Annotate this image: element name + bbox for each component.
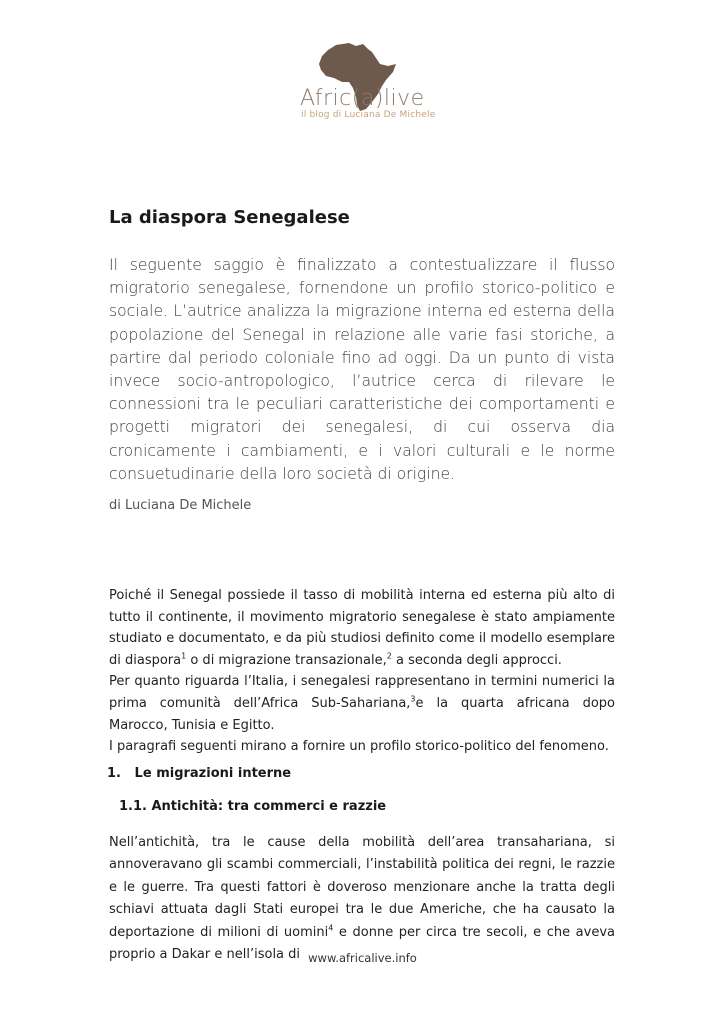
site-logo (0, 38, 725, 128)
footnote-ref[interactable]: 3 (410, 694, 416, 704)
footnote-ref[interactable]: 1 (181, 651, 187, 661)
footnote-ref[interactable]: 2 (386, 651, 392, 661)
intro-section (109, 585, 615, 758)
section-body (109, 832, 615, 966)
footnote-ref[interactable]: 4 (328, 923, 334, 933)
footer-url[interactable]: www.africalive.info (308, 951, 417, 965)
section-paragraph: Nell’antichità, tra le cause della mobilità dell’area transahariana, si annoveravano gli scambi commerciali, l’instabilità politica dei regni, le razzie e le guerre. Tra questi fattori è doveroso menzionare anche la tratta degli schiavi attuata dagli Stati europei tra le due Americhe, che ha causato la deportazione di milioni di uomini$^4$ e donne per circa tre secoli, e che aveva proprio a Dakar e nell’isola di (109, 835, 615, 963)
subsection-heading: 1.1. Antichità: tra commerci e razzie (119, 799, 387, 814)
article-abstract: Il seguente saggio è finalizzato a contestualizzare il flusso migratorio senegalese, fornendone un profilo storico-politico e sociale. L’autrice analizza la migrazione interna ed esterna della popolazione del Senegal in relazione alle varie fasi storiche, a partire dal periodo coloniale fino ad oggi. Da un punto di vista invece socio-antropologico, l’autrice cerca di rilevare le connessioni tra le peculiari caratteristiche dei comportamenti e progetti migratori dei senegalesi, di cui osserva dia cronicamente i cambiamenti, e i valori culturali e le norme consuetudinarie della loro società di origine. (109, 256, 615, 483)
article-author: di Luciana De Michele (109, 498, 252, 513)
article-title: La diaspora Senegalese (109, 207, 350, 228)
intro-paragraph-2: Per quanto riguarda l’Italia, i senegalesi rappresentano in termini numerici la prima comunità dell’Africa Sub-Sahariana,$^3$e la quarta africana dopo Marocco, Tunisia e Egitto. (109, 674, 615, 733)
logo-subtitle: il blog di Luciana De Michele (301, 110, 436, 120)
intro-paragraph-1: Poiché il Senegal possiede il tasso di mobilità interna ed esterna più alto di tutto il continente, il movimento migratorio senegalese è stato ampiamente studiato e documentato, e da più studiosi definito come il modello esemplare di diaspora$^1$ o di migrazione transazionale,$^2$ a seconda degli approcci. (109, 588, 615, 668)
logo-title: Afric(a)live (300, 86, 425, 111)
section-heading: 1. Le migrazioni interne (107, 766, 292, 781)
intro-paragraph-3: I paragrafi seguenti mirano a fornire un profilo storico-politico del fenomeno. (109, 739, 609, 755)
